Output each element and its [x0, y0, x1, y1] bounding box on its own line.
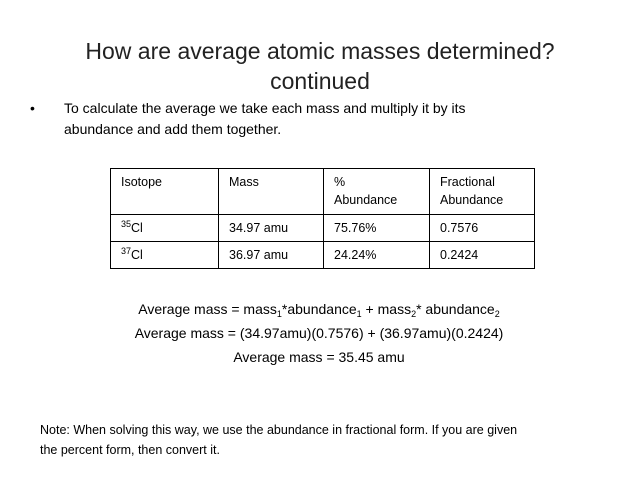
header-percent-line-1: % [334, 175, 346, 189]
element-symbol: Cl [131, 248, 143, 262]
equation-formula [0, 297, 638, 321]
cell-percent: 24.24% [324, 242, 430, 269]
cell-percent: 75.76% [324, 215, 430, 242]
isotope-table [110, 168, 535, 269]
header-isotope [111, 169, 219, 215]
eq-part: * abundance [416, 301, 495, 317]
mass-number: 35 [121, 219, 132, 229]
cell-fraction: 0.7576 [430, 215, 535, 242]
header-mass [219, 169, 324, 215]
equations [0, 297, 638, 369]
cell-mass: 34.97 amu [219, 215, 324, 242]
header-fractional-abundance [430, 169, 535, 215]
title-line-2: continued [270, 68, 370, 94]
eq-part: Average mass = mass [138, 301, 277, 317]
cell-isotope [111, 215, 219, 242]
header-fractional-line-2: Abundance [440, 193, 504, 207]
cell-isotope [111, 242, 219, 269]
header-percent-abundance [324, 169, 430, 215]
table-header-row [111, 169, 535, 215]
header-mass-text: Mass [229, 175, 259, 189]
note-line-1: Note: When solving this way, we use the abundance in fractional form. If you are given [40, 423, 518, 437]
title-line-1: How are average atomic masses determined? [85, 38, 555, 64]
note-line-2: the percent form, then convert it. [40, 443, 220, 457]
eq-subscript: 1 [356, 309, 362, 319]
eq-part: + mass [361, 301, 412, 317]
header-percent-line-2: Abundance [334, 193, 398, 207]
bullet-text-line-2: abundance and add them together. [64, 121, 282, 137]
equation-substitution: Average mass = (34.97amu)(0.7576) + (36.97amu)(0.2424) [134, 325, 504, 341]
bullet-point [30, 98, 590, 140]
eq-subscript: 2 [494, 309, 500, 319]
eq-subscript: 2 [411, 309, 417, 319]
mass-number: 37 [121, 246, 132, 256]
cell-fraction: 0.2424 [430, 242, 535, 269]
equation-result: Average mass = 35.45 amu [233, 349, 405, 365]
table-row [111, 242, 535, 269]
bullet-text-line-1: To calculate the average we take each mass and multiply it by its [64, 100, 466, 116]
slide-title [40, 36, 600, 96]
note [40, 420, 620, 460]
table-row [111, 215, 535, 242]
header-fractional-line-1: Fractional [440, 175, 495, 189]
bullet-icon: • [30, 100, 35, 116]
header-isotope-text: Isotope [121, 175, 163, 189]
element-symbol: Cl [131, 221, 143, 235]
eq-part: *abundance [281, 301, 357, 317]
cell-mass: 36.97 amu [219, 242, 324, 269]
eq-subscript: 1 [276, 309, 282, 319]
